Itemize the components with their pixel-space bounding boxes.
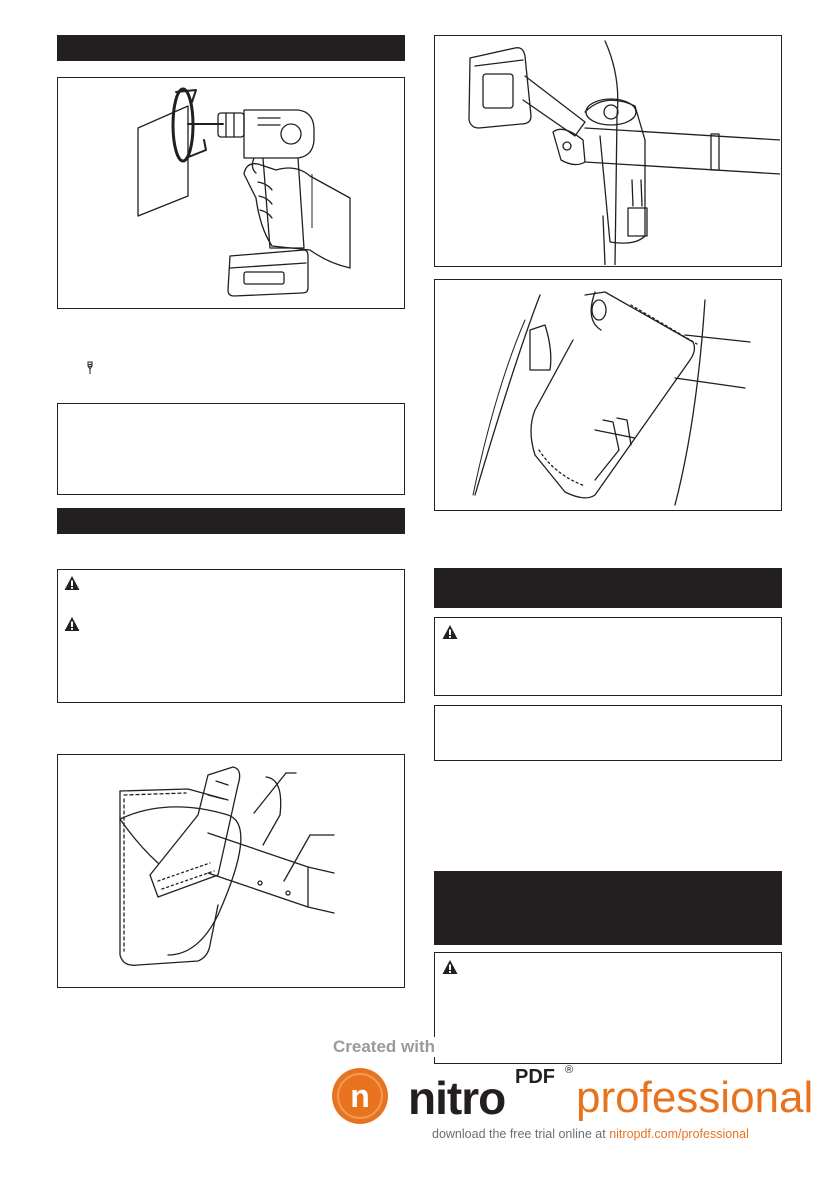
logo-letter: n: [350, 1078, 370, 1114]
section-header-band-1: [57, 35, 405, 61]
section-header-band-4: [434, 871, 782, 945]
warning-icon: [64, 616, 80, 632]
figure-drill-screwing: [57, 77, 405, 309]
section-header-band-3: [434, 568, 782, 608]
note-box-2: [434, 705, 782, 761]
watermark-created-with: Created with: [333, 1037, 436, 1056]
caution-box-2: [434, 617, 782, 696]
watermark-nitro: nitro: [408, 1072, 506, 1124]
drill-illustration: [58, 78, 403, 307]
watermark-pdf: PDF: [515, 1066, 555, 1088]
bit-icon: [86, 361, 94, 375]
warning-icon: [442, 959, 458, 975]
watermark-registered: ®: [565, 1064, 574, 1076]
logo-n-icon: [330, 1066, 390, 1126]
watermark-download-link[interactable]: nitropdf.com/professional: [609, 1127, 749, 1141]
warning-icon: [64, 575, 80, 591]
tool-in-holster-illustration: [435, 36, 780, 265]
holster-closeup-illustration: [435, 280, 780, 509]
figure-holster-belt: [57, 754, 405, 988]
watermark-download-prefix: download the free trial online at: [432, 1127, 610, 1141]
figure-holster-closeup: [434, 279, 782, 511]
watermark-professional: professional: [576, 1073, 814, 1122]
holster-belt-illustration: [58, 755, 403, 986]
caution-box-3: [434, 952, 782, 1064]
figure-tool-in-holster: [434, 35, 782, 267]
warning-icon: [442, 624, 458, 640]
watermark-download-line: [432, 1127, 749, 1141]
caution-box-1: [57, 569, 405, 703]
section-header-band-2: [57, 508, 405, 534]
note-box-1: [57, 403, 405, 495]
